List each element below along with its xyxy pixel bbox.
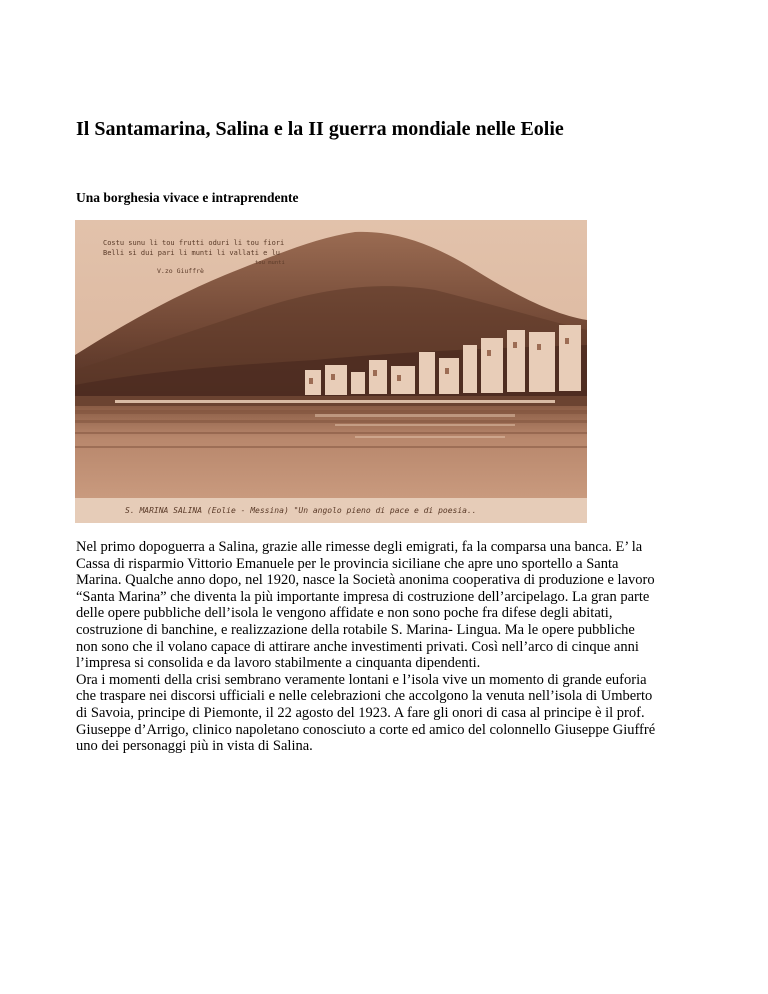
- body-line: non sono che il volano capace di attirare anche investimenti privati. Così nell’arco di cinque anni: [76, 638, 639, 655]
- body-line: Ora i momenti della crisi sembrano veramente lontani e l’isola vive un momento di grande euforia: [76, 671, 647, 688]
- postcard-poem-line-1: Costu sunu li tou frutti oduri li tou fiori: [103, 239, 285, 247]
- section-subtitle: Una borghesia vivace e intraprendente: [76, 190, 299, 205]
- body-line: uno dei personaggi più in vista di Salina.: [76, 738, 313, 755]
- body-line: Cassa di risparmio Vittorio Emanuele per le provincia siciliane che apre uno sportello a Santa: [76, 555, 619, 572]
- postcard-poem-signature: V.zo Giuffrè: [157, 267, 204, 275]
- body-line: Marina. Qualche anno dopo, nel 1920, nasce la Società anonima cooperativa di produzione e lavoro: [76, 572, 655, 589]
- page-title: Il Santamarina, Salina e la II guerra mondiale nelle Eolie: [76, 118, 564, 140]
- postcard-poem-line-3: tou munti: [255, 260, 285, 266]
- body-line: costruzione di banchine, e realizzazione della rotabile S. Marina- Lingua. Ma le opere pubbliche: [76, 621, 635, 638]
- body-line: che traspare nei discorsi ufficiali e nelle celebrazioni che accolgono la venuta nell’isola di Umberto: [76, 688, 653, 705]
- body-line: di Savoia, principe di Piemonte, il 22 agosto del 1923. A fare gli onori di casa al principe è il prof.: [76, 704, 645, 721]
- body-line: delle opere pubbliche dell’isola le vengono affidate e non sono poche fra difese degli abitati,: [76, 605, 613, 622]
- postcard-poem-line-2: Belli sì dui pari li munti li vallati e lu: [103, 249, 281, 257]
- body-line: Giuseppe d’Arrigo, clinico napoletano conosciuto a corte ed amico del colonnello Giuseppe Giuffré: [76, 721, 656, 738]
- body-paragraph: [76, 539, 701, 755]
- postcard-image: [75, 220, 587, 523]
- postcard-caption: S. MARINA SALINA (Eolie - Messina) "Un angolo pieno di pace e di poesia..: [125, 506, 477, 515]
- body-line: l’impresa si consolida e da lavoro stabilmente a cinquanta dipendenti.: [76, 655, 481, 672]
- body-line: “Santa Marina” che diventa la più importante impresa di costruzione dell’arcipelago. La gran parte: [76, 588, 650, 605]
- body-line: Nel primo dopoguerra a Salina, grazie alle rimesse degli emigrati, fa la comparsa una banca. E’ la: [76, 539, 643, 555]
